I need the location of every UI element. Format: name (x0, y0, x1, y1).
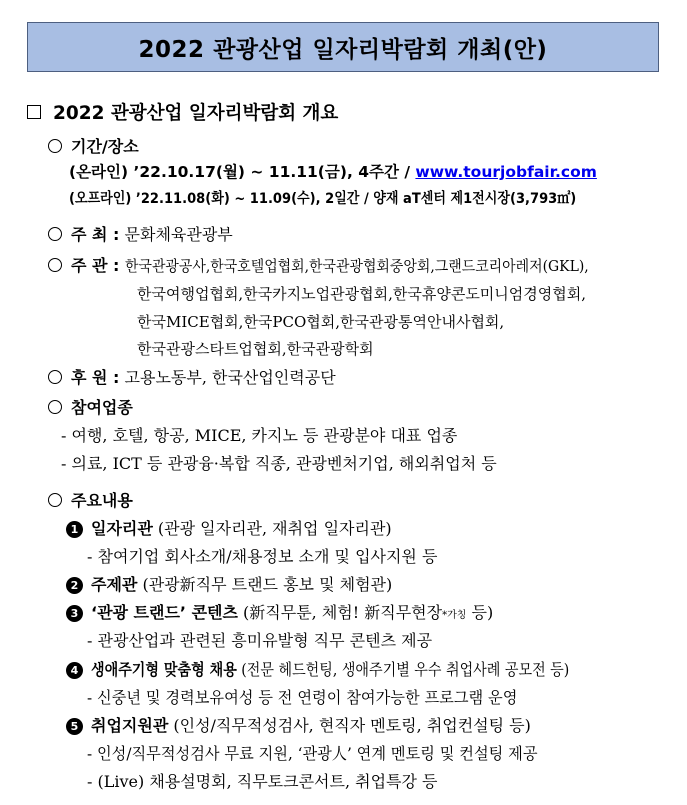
number-badge-icon: 3 (66, 605, 83, 622)
organizer-row (48, 254, 623, 278)
content-item-title: ‘관광 트랜드’ 콘텐츠 (91, 603, 238, 622)
offline-period-text: (오프라인) ’22.11.08(화) ~ 11.09(수), 2일간 / 양재 aT센터 제1전시장(3,793㎡) (69, 191, 577, 207)
content-item-1 (66, 517, 392, 541)
online-period-text: (온라인) ’22.10.17(월) ~ 11.11(금), 4주간 / (69, 163, 416, 181)
host-value: 문화체육관광부 (124, 225, 233, 244)
contents-heading (48, 489, 133, 513)
online-period (69, 160, 597, 184)
content-item-1-sub: - 참여기업 회사소개/채용정보 소개 및 입사지원 등 (87, 547, 438, 566)
banner-title: 2022 관광산업 일자리박람회 개최(안) (138, 36, 548, 63)
section-heading (27, 101, 338, 127)
content-item-title: 생애주기형 맞춤형 채용 (91, 660, 237, 679)
circle-bullet-icon (48, 400, 62, 414)
content-item-desc-end: 등) (466, 603, 494, 622)
circle-bullet-icon (48, 258, 62, 272)
participants-heading (48, 396, 133, 420)
number-badge-icon: 4 (66, 662, 83, 679)
circle-bullet-icon (48, 227, 62, 241)
content-item-title: 일자리관 (91, 519, 153, 538)
number-badge-icon: 2 (66, 577, 83, 594)
content-item-title: 취업지원관 (91, 716, 169, 735)
organizer-line-3: 한국MICE협회,한국PCO협회,한국관광통역안내사협회, (137, 313, 505, 331)
sponsor-row (48, 366, 336, 390)
number-badge-icon: 5 (66, 718, 83, 735)
content-item-desc: (관광 일자리관, 재취업 일자리관) (152, 519, 392, 538)
content-item-4-sub (87, 686, 540, 710)
content-item-3-sub: - 관광산업과 관련된 흥미유발형 직무 콘텐츠 제공 (87, 631, 433, 650)
participants-label: 참여업종 (71, 398, 133, 417)
tourjobfair-link[interactable]: www.tourjobfair.com (415, 163, 597, 181)
content-item-title: 주제관 (91, 575, 138, 594)
organizer-line-1: 한국관광공사,한국호텔업협회,한국관광협회중앙회,그랜드코리아레저(GKL), (124, 257, 589, 275)
square-bullet-icon (27, 105, 41, 119)
organizer-line-4: 한국관광스타트업협회,한국관광학회 (137, 340, 374, 358)
host-row (48, 223, 233, 247)
content-item-4-sub-text: - 신중년 및 경력보유여성 등 전 연령이 참여가능한 프로그램 운영 (87, 688, 518, 707)
content-item-2 (66, 573, 392, 597)
period-heading (48, 135, 139, 159)
sponsor-value: 고용노동부, 한국산업인력공단 (124, 368, 336, 387)
content-item-4-text (91, 658, 569, 682)
participants-item-1: - 여행, 호텔, 항공, MICE, 카지노 등 관광분야 대표 업종 (61, 426, 458, 445)
section-title: 2022 관광산업 일자리박람회 개요 (53, 103, 339, 124)
content-item-5 (66, 714, 531, 738)
contents-label: 주요내용 (71, 491, 133, 510)
title-banner (27, 22, 659, 72)
content-item-desc: (新직무툰, 체험! 新직무현장 (237, 603, 443, 622)
offline-period (69, 187, 633, 211)
host-label: 주 최 : (71, 225, 120, 244)
content-item-4 (66, 658, 634, 682)
content-item-5-sub-2: - (Live) 채용설명회, 직무토크콘서트, 취업특강 등 (87, 772, 438, 791)
number-badge-icon: 1 (66, 521, 83, 538)
content-item-desc: (인성/직무적성검사, 현직자 멘토링, 취업컨설팅 등) (168, 716, 531, 735)
content-item-3 (66, 601, 493, 628)
circle-bullet-icon (48, 139, 62, 153)
participants-item-2: - 의료, ICT 등 관광융·복합 직종, 관광벤처기업, 해외취업처 등 (61, 454, 497, 473)
circle-bullet-icon (48, 370, 62, 384)
organizer-line-2: 한국여행업협회,한국카지노업관광협회,한국휴양콘도미니엄경영협회, (137, 285, 587, 303)
sponsor-label: 후 원 : (71, 368, 120, 387)
content-item-note: *가칭 (442, 610, 467, 621)
circle-bullet-icon (48, 493, 62, 507)
period-label: 기간/장소 (71, 137, 139, 156)
content-item-desc: (관광新직무 트랜드 홍보 및 체험관) (137, 575, 393, 594)
content-item-desc: (전문 헤드헌팅, 생애주기별 우수 취업사례 공모전 등) (236, 660, 570, 679)
content-item-5-sub (87, 742, 561, 766)
organizer-label: 주 관 : (71, 256, 120, 275)
content-item-5-sub-text: - 인성/직무적성검사 무료 지원, ‘관광人’ 연계 멘토링 및 컨설팅 제공 (87, 744, 538, 763)
